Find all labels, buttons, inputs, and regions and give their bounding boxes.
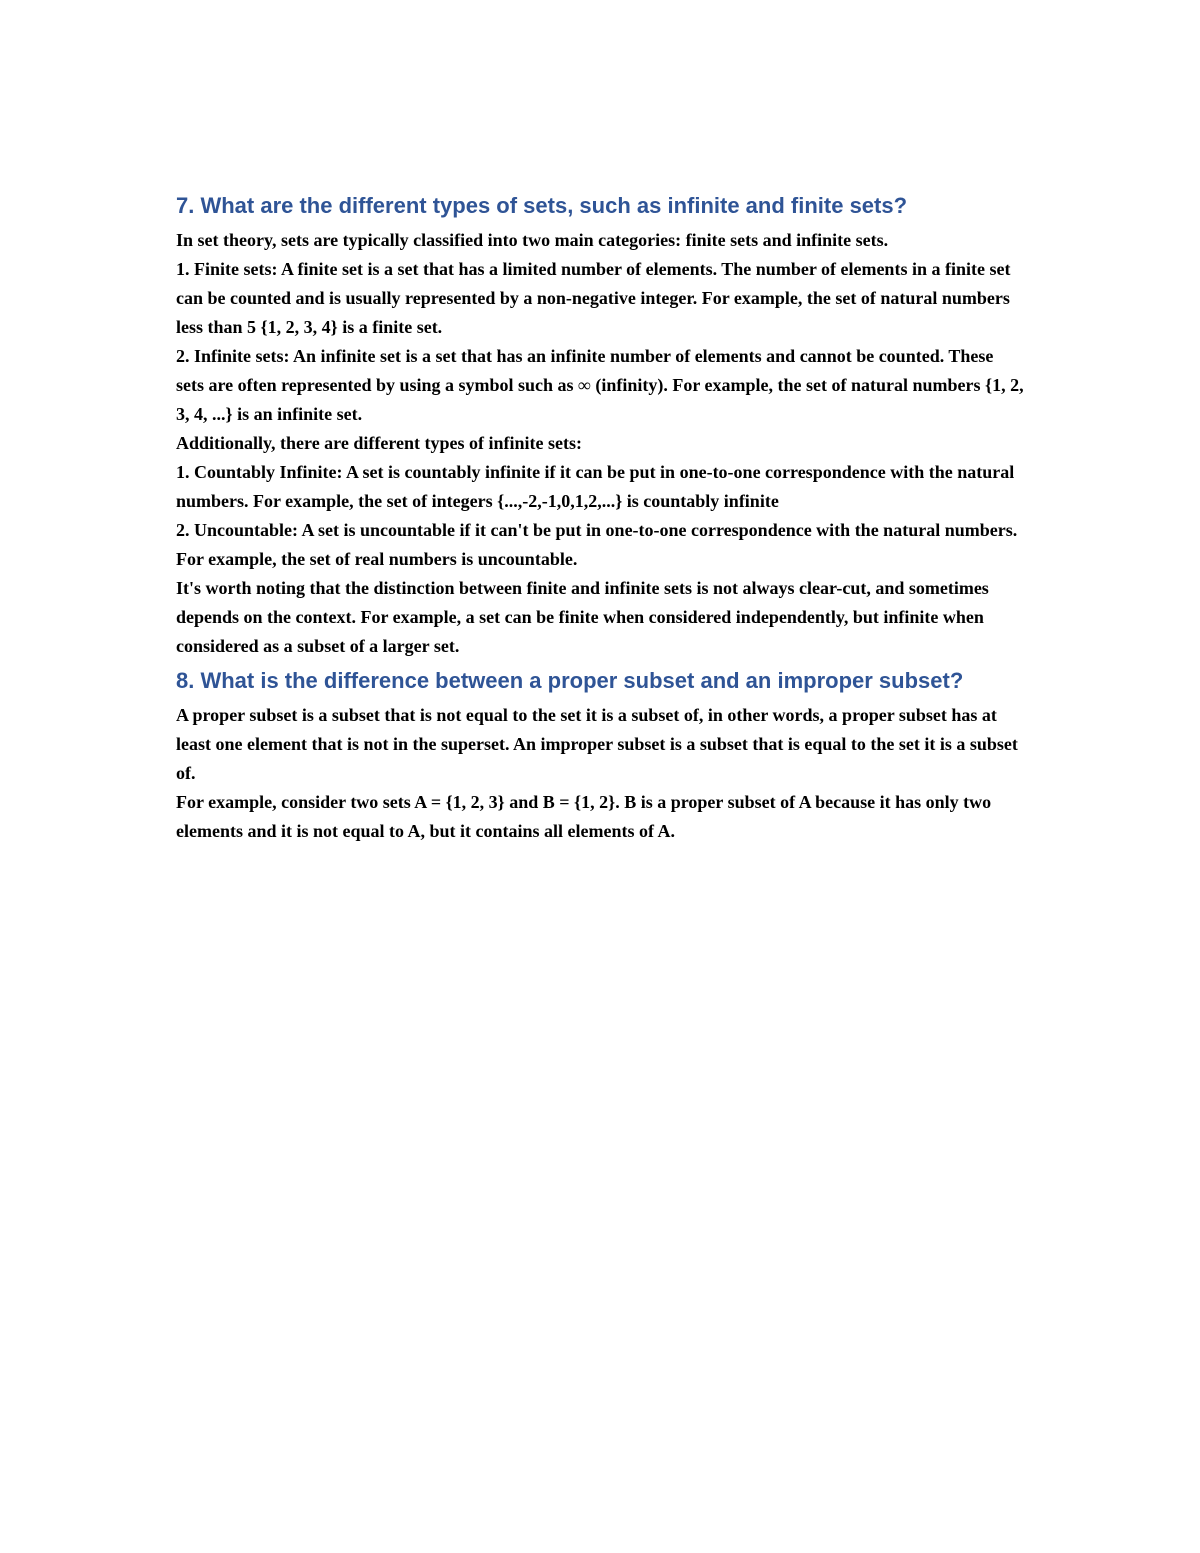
- section-8-heading: 8. What is the difference between a proper subset and an improper subset?: [176, 668, 964, 693]
- section-8-paragraph-example: For example, consider two sets A = {1, 2, 3} and B = {1, 2}. B is a proper subset of A because it has only two elements and it is not equal to A, but it contains all elements of A.: [176, 792, 992, 841]
- section-7-paragraph-infinite-sets: 2. Infinite sets: An infinite set is a set that has an infinite number of elements and cannot be counted. These sets are often represented by using a symbol such as ∞ (infinity). For example, the set of natural numbers {1, 2, 3, 4, ...} is an infinite set.: [176, 346, 1024, 424]
- section-7-paragraph-additionally: Additionally, there are different types of infinite sets:: [176, 433, 582, 453]
- section-7-paragraph-worth-noting: It's worth noting that the distinction between finite and infinite sets is not always clear-cut, and sometimes depends on the context. For example, a set can be finite when considered independently, but infinite when considered as a subset of a larger set.: [176, 578, 989, 656]
- section-7-heading: 7. What are the different types of sets, such as infinite and finite sets?: [176, 193, 908, 218]
- document-content: [176, 186, 1024, 846]
- section-7-paragraph-intro: In set theory, sets are typically classified into two main categories: finite sets and infinite sets.: [176, 230, 889, 250]
- section-7-paragraph-uncountable: 2. Uncountable: A set is uncountable if it can't be put in one-to-one correspondence with the natural numbers. For example, the set of real numbers is uncountable.: [176, 520, 1018, 569]
- section-7-paragraph-countably-infinite: 1. Countably Infinite: A set is countably infinite if it can be put in one-to-one correspondence with the natural numbers. For example, the set of integers {...,-2,-1,0,1,2,...} is countably infinite: [176, 462, 1015, 511]
- section-7-paragraph-finite-sets: 1. Finite sets: A finite set is a set that has a limited number of elements. The number of elements in a finite set can be counted and is usually represented by a non-negative integer. For example, the set of natural numbers less than 5 {1, 2, 3, 4} is a finite set.: [176, 259, 1011, 337]
- section-8-paragraph-definition: A proper subset is a subset that is not equal to the set it is a subset of, in other words, a proper subset has at least one element that is not in the superset. An improper subset is a subset that is equal to the set it is a subset of.: [176, 705, 1018, 783]
